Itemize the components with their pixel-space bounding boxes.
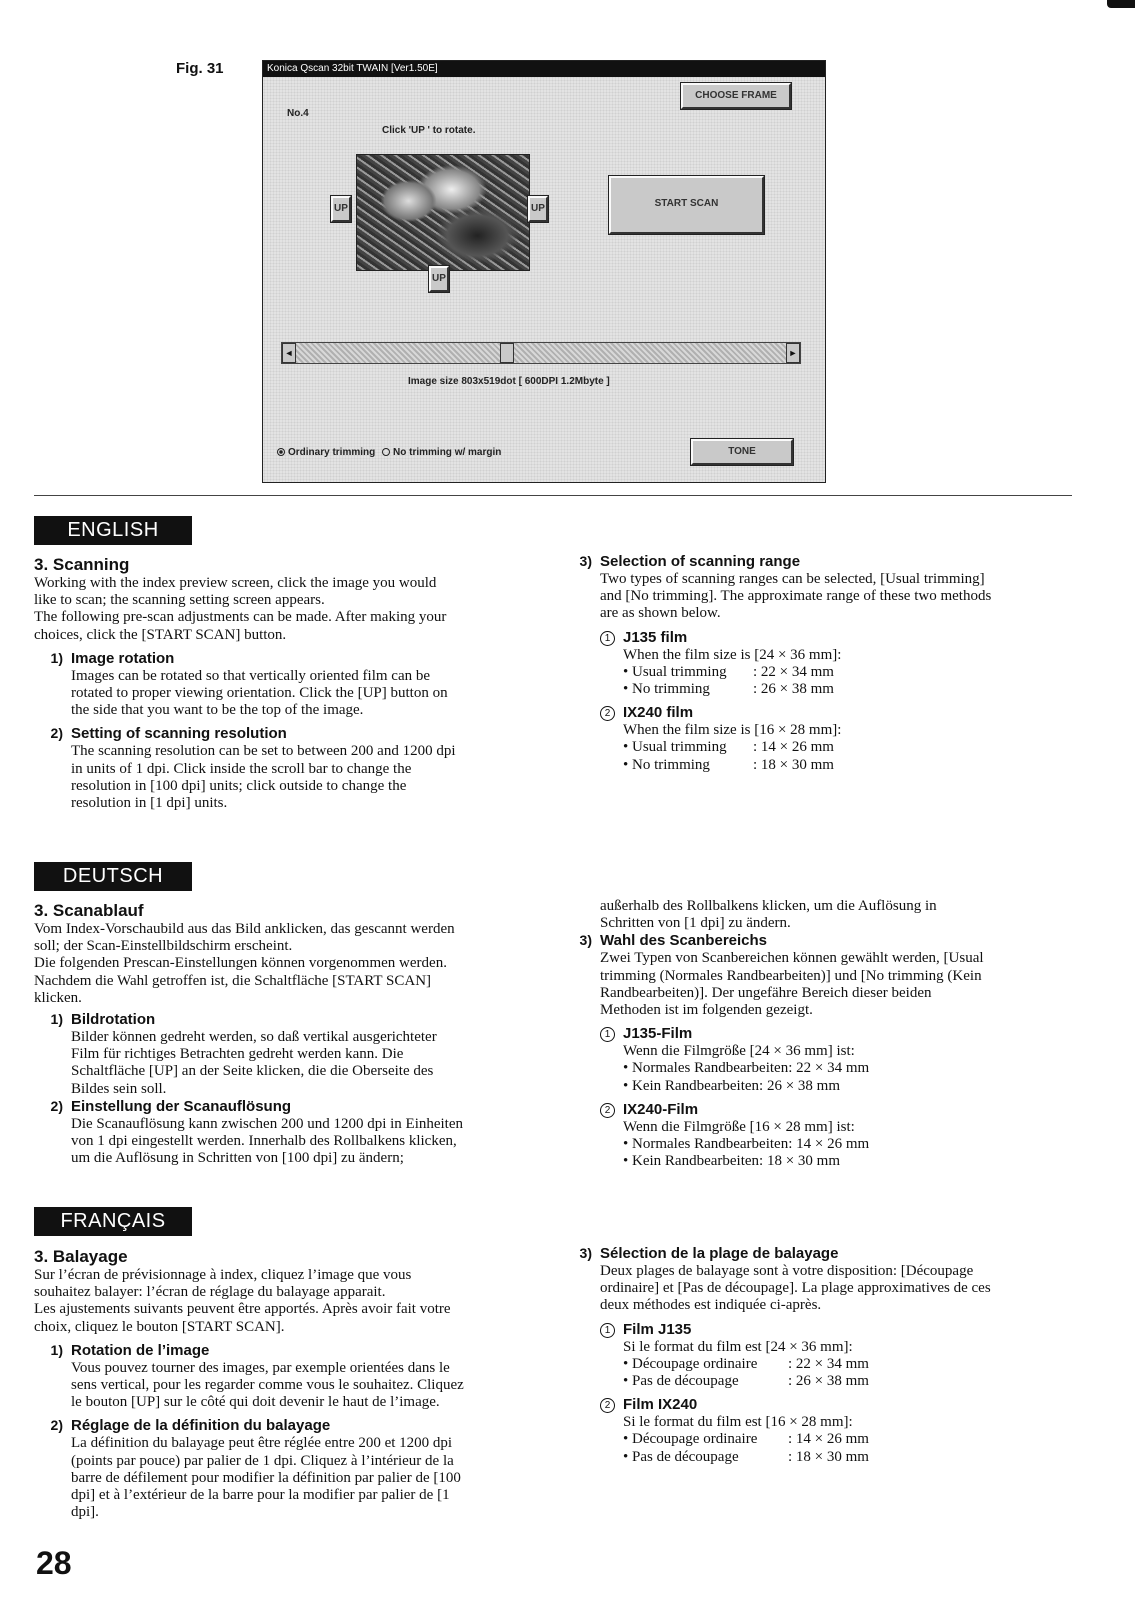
- section-divider: [34, 495, 1072, 496]
- circled-number-icon: 2: [600, 1103, 615, 1118]
- circled-number-icon: 1: [600, 1027, 615, 1042]
- text-line: Bilder können gedreht werden, so daß vertikal ausgerichteter: [71, 1029, 437, 1046]
- spec-value: : 26 × 38 mm: [753, 681, 834, 698]
- deutsch-intro: [34, 921, 529, 1007]
- radio-no-trim-icon[interactable]: [382, 448, 390, 456]
- text-line: the side that you want to be the top of the image.: [71, 702, 364, 719]
- text-line: Vom Index-Vorschaubild aus das Bild anklicken, das gescannt werden: [34, 921, 455, 937]
- figure-label: Fig. 31: [176, 60, 224, 77]
- text-line: um die Auflösung in Schritten von [100 dpi] zu ändern;: [71, 1150, 404, 1167]
- spec-label: • Découpage ordinaire: [623, 1431, 758, 1448]
- image-size-readout: Image size 803x519dot [ 600DPI 1.2Mbyte ]: [408, 376, 610, 387]
- text-line: außerhalb des Rollbalkens klicken, um die Auflösung in: [600, 898, 937, 914]
- item-number: 1): [50, 1011, 63, 1028]
- scroll-left-arrow-icon[interactable]: ◄: [282, 343, 296, 363]
- up-button-bottom[interactable]: UP: [429, 266, 449, 292]
- choose-frame-button[interactable]: CHOOSE FRAME: [681, 83, 791, 109]
- deutsch-s3-text: [565, 950, 1075, 1019]
- francais-s3-title: Sélection de la plage de balayage: [600, 1245, 839, 1262]
- item-number: 1): [50, 649, 63, 666]
- spec-label: • No trimming: [623, 756, 710, 773]
- spec-label: • Usual trimming: [623, 663, 727, 680]
- text-line: • Normales Randbearbeiten: 14 × 26 mm: [623, 1136, 870, 1153]
- english-f2-title: IX240 film: [623, 704, 694, 722]
- text-line: deux méthodes est indiquée ci-après.: [600, 1297, 822, 1314]
- text-line: Si le format du film est [16 × 28 mm]:: [623, 1414, 853, 1431]
- text-line: dpi] et à l’extérieur de la barre pour la modifier par palier de [1: [71, 1487, 450, 1504]
- text-line: dpi].: [71, 1504, 99, 1521]
- text-line: Methoden ist im folgenden gezeigt.: [600, 1002, 813, 1019]
- text-line: Schritten von [1 dpi] zu ändern.: [600, 915, 791, 932]
- text-line: choices, click the [START SCAN] button.: [34, 626, 287, 643]
- text-line: Schaltfläche [UP] an der Seite klicken, die die Oberseite des: [71, 1063, 434, 1080]
- english-right-column: [565, 553, 1075, 774]
- francais-f1-title: Film J135: [623, 1320, 692, 1338]
- text-line: sens vertical, pour les regarder comme vous le souhaitez. Cliquez: [71, 1377, 464, 1394]
- francais-s2-title: Réglage de la définition du balayage: [71, 1417, 331, 1435]
- english-s1-text: [34, 668, 529, 720]
- deutsch-s2-text: [34, 1116, 529, 1168]
- text-line: like to scan; the scanning setting screen appears.: [34, 592, 325, 609]
- text-line: • Kein Randbearbeiten: 18 × 30 mm: [623, 1153, 840, 1170]
- text-line: (points par pouce) par palier de 1 dpi. Cliquez à l’intérieur de la: [71, 1452, 454, 1469]
- text-line: Working with the index preview screen, click the image you would: [34, 575, 437, 591]
- text-line: le bouton [UP] sur le côté qui doit devenir le haut de l’image.: [71, 1394, 440, 1411]
- deutsch-f1-title: J135-Film: [623, 1025, 693, 1043]
- spec-value: : 18 × 30 mm: [753, 756, 834, 773]
- radio-ordinary-label[interactable]: Ordinary trimming: [288, 447, 376, 458]
- english-s3-title: Selection of scanning range: [600, 553, 801, 570]
- radio-no-trim-label[interactable]: No trimming w/ margin: [393, 447, 502, 458]
- text-line: Images can be rotated so that vertically oriented film can be: [71, 667, 431, 684]
- deutsch-s2-title: Einstellung der Scanauflösung: [71, 1097, 292, 1115]
- english-s3-text: [565, 571, 1075, 623]
- text-line: Si le format du film est [24 × 36 mm]:: [623, 1338, 853, 1355]
- spec-label: • Pas de découpage: [623, 1448, 739, 1465]
- text-line: Bildes sein soll.: [71, 1080, 167, 1097]
- resolution-scrollbar[interactable]: [281, 342, 801, 364]
- up-button-right[interactable]: UP: [528, 196, 548, 222]
- text-line: Randbearbeiten)]. Der ungefähre Bereich dieser beiden: [600, 984, 932, 1001]
- deutsch-s1-title: Bildrotation: [71, 1011, 156, 1029]
- text-line: Deux plages de balayage sont à votre disposition: [Découpage: [600, 1263, 974, 1279]
- radio-ordinary-icon[interactable]: [277, 448, 285, 456]
- deutsch-title: 3. Scanablauf: [34, 901, 144, 920]
- spec-value: : 22 × 34 mm: [788, 1355, 869, 1372]
- english-left-column: [34, 555, 529, 812]
- text-line: Two types of scanning ranges can be selected, [Usual trimming]: [600, 571, 985, 587]
- item-number: 3): [579, 553, 592, 569]
- francais-s2-text: [34, 1435, 529, 1521]
- spec-label: • Pas de découpage: [623, 1373, 739, 1390]
- circled-number-icon: 2: [600, 706, 615, 721]
- francais-s3-text: [565, 1263, 1075, 1315]
- rotate-hint: Click 'UP ' to rotate.: [382, 125, 476, 136]
- lang-tag-deutsch: DEUTSCH: [34, 862, 192, 891]
- text-line: soll; der Scan-Einstellbildschirm erscheint.: [34, 938, 293, 955]
- english-intro: [34, 575, 529, 644]
- item-number: 2): [50, 1097, 63, 1114]
- scanner-dialog: [262, 60, 826, 483]
- text-line: Zwei Typen von Scanbereichen können gewählt werden, [Usual: [600, 950, 984, 967]
- text-line: The following pre-scan adjustments can be made. After making your: [34, 609, 447, 626]
- text-line: • Kein Randbearbeiten: 26 × 38 mm: [623, 1077, 840, 1094]
- dialog-titlebar: Konica Qscan 32bit TWAIN [Ver1.50E]: [263, 61, 825, 77]
- text-line: Die Scanauflösung kann zwischen 200 und 1200 dpi in Einheiten: [71, 1115, 464, 1132]
- lang-tag-francais: FRANÇAIS: [34, 1207, 192, 1236]
- deutsch-f2-title: IX240-Film: [623, 1100, 699, 1118]
- text-line: Vous pouvez tourner des images, par exemple orientées dans le: [71, 1359, 450, 1376]
- spec-label: • Usual trimming: [623, 739, 727, 756]
- text-line: ordinaire] et [Pas de découpage]. La plage approximatives de ces: [600, 1280, 991, 1297]
- frame-number: No.4: [287, 108, 309, 119]
- scroll-thumb[interactable]: [500, 343, 514, 363]
- item-number: 2): [50, 1417, 63, 1434]
- text-line: Nachdem die Wahl getroffen ist, die Schaltfläche [START SCAN]: [34, 972, 432, 989]
- text-line: Die folgenden Prescan-Einstellungen können vorgenommen werden.: [34, 955, 447, 972]
- circled-number-icon: 1: [600, 1323, 615, 1338]
- spec-label: • Découpage ordinaire: [623, 1355, 758, 1372]
- up-button-left[interactable]: UP: [331, 196, 351, 222]
- deutsch-s3-title: Wahl des Scanbereichs: [600, 932, 768, 950]
- francais-left-column: [34, 1247, 529, 1521]
- text-line: Wenn die Filmgröße [24 × 36 mm] ist:: [623, 1043, 855, 1060]
- text-line: and [No trimming]. The approximate range of these two methods: [600, 588, 992, 605]
- english-f1-title: J135 film: [623, 628, 688, 646]
- spec-value: : 26 × 38 mm: [788, 1373, 869, 1390]
- francais-right-column: [565, 1245, 1075, 1466]
- francais-s1-title: Rotation de l’image: [71, 1341, 210, 1359]
- text-line: When the film size is [16 × 28 mm]:: [623, 722, 842, 739]
- english-s2-title: Setting of scanning resolution: [71, 725, 287, 743]
- francais-s1-text: [34, 1360, 529, 1412]
- spec-value: : 18 × 30 mm: [788, 1448, 869, 1465]
- text-line: barre de défilement pour modifier la définition par palier de [100: [71, 1469, 461, 1486]
- text-line: rotated to proper viewing orientation. Click the [UP] button on: [71, 685, 448, 702]
- tone-button[interactable]: TONE: [691, 439, 793, 465]
- spec-label: • No trimming: [623, 681, 710, 698]
- text-line: The scanning resolution can be set to between 200 and 1200 dpi: [71, 743, 456, 760]
- text-line: souhaitez balayer: l’écran de réglage du balayage apparait.: [34, 1284, 386, 1301]
- item-number: 3): [579, 1245, 592, 1261]
- item-number: 1): [50, 1341, 63, 1358]
- text-line: von 1 dpi eingestellt werden. Innerhalb des Rollbalkens klicken,: [71, 1133, 457, 1150]
- text-line: klicken.: [34, 989, 82, 1006]
- deutsch-continued-text: [565, 898, 1075, 932]
- text-line: When the film size is [24 × 36 mm]:: [623, 646, 842, 663]
- text-line: resolution in [1 dpi] units.: [71, 795, 228, 812]
- english-title: 3. Scanning: [34, 555, 130, 574]
- start-scan-button[interactable]: START SCAN: [609, 176, 764, 234]
- text-line: Sur l’écran de prévisionnage à index, cliquez l’image que vous: [34, 1267, 412, 1283]
- text-line: are as shown below.: [600, 605, 721, 622]
- item-number: 2): [50, 725, 63, 742]
- text-line: in units of 1 dpi. Click inside the scroll bar to change the: [71, 760, 412, 777]
- text-line: resolution in [100 dpi] units; click outside to change the: [71, 777, 407, 794]
- text-line: Les ajustements suivants peuvent être apportés. Après avoir fait votre: [34, 1301, 451, 1318]
- trimming-options: [277, 447, 501, 458]
- circled-number-icon: 2: [600, 1398, 615, 1413]
- scroll-right-arrow-icon[interactable]: ►: [786, 343, 800, 363]
- deutsch-left-column: [34, 901, 529, 1167]
- corner-mark: [1107, 0, 1135, 8]
- circled-number-icon: 1: [600, 631, 615, 646]
- deutsch-right-column: [565, 898, 1075, 1170]
- text-line: Film für richtiges Betrachten gedreht werden kann. Die: [71, 1046, 404, 1063]
- text-line: choix, cliquez le bouton [START SCAN].: [34, 1318, 285, 1335]
- page-number: 28: [36, 1545, 72, 1581]
- english-s2-text: [34, 743, 529, 812]
- english-s1-title: Image rotation: [71, 649, 175, 667]
- text-line: • Normales Randbearbeiten: 22 × 34 mm: [623, 1060, 870, 1077]
- francais-f2-title: Film IX240: [623, 1396, 698, 1414]
- deutsch-s1-text: [34, 1029, 529, 1098]
- lang-tag-english: ENGLISH: [34, 516, 192, 545]
- francais-title: 3. Balayage: [34, 1247, 128, 1266]
- spec-value: : 14 × 26 mm: [788, 1431, 869, 1448]
- item-number: 3): [579, 932, 592, 949]
- text-line: Wenn die Filmgröße [16 × 28 mm] ist:: [623, 1118, 855, 1135]
- image-preview[interactable]: [356, 154, 530, 271]
- spec-value: : 14 × 26 mm: [753, 739, 834, 756]
- text-line: La définition du balayage peut être réglée entre 200 et 1200 dpi: [71, 1435, 453, 1452]
- text-line: trimming (Normales Randbearbeiten)] und [No trimming (Kein: [600, 967, 982, 984]
- francais-intro: [34, 1267, 529, 1336]
- spec-value: : 22 × 34 mm: [753, 663, 834, 680]
